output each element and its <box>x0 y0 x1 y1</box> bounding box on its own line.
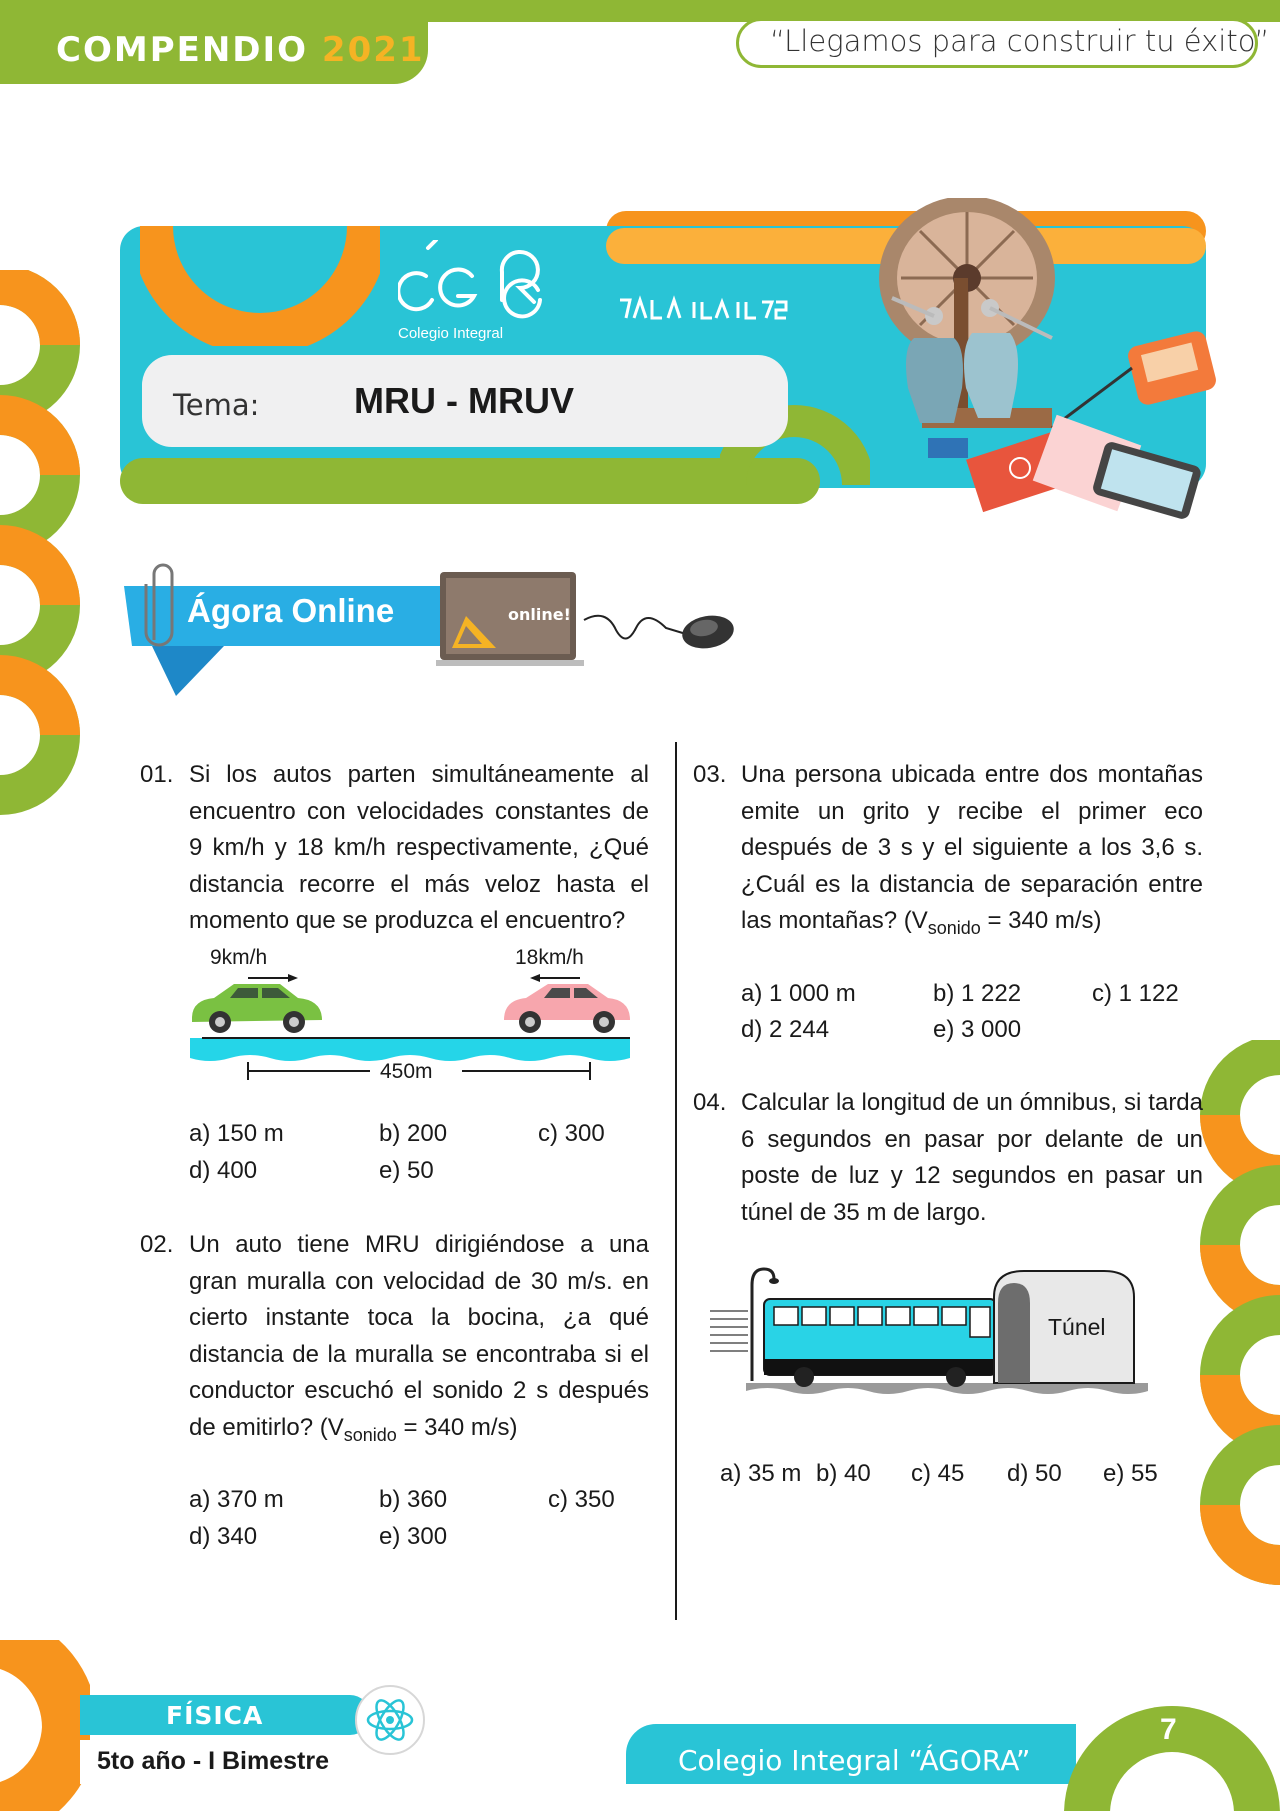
question-4-text: Calcular la longitud de un ómnibus, si tarda 6 segundos en pasar por delante de un poste de luz y 12 segundos en pasar un túnel de 35 m de largo. <box>741 1089 1203 1226</box>
left-decorative-rings <box>0 270 90 840</box>
laptop-screen-text: online! <box>508 605 571 624</box>
question-4-option-e: e) 55 <box>1103 1460 1158 1487</box>
question-1-option-e: e) 50 <box>379 1157 434 1184</box>
speed-2-label: 18km/h <box>515 946 584 969</box>
compendio-label: COMPENDIO <box>56 30 309 70</box>
question-1-option-a: a) 150 m <box>189 1120 284 1147</box>
tema-label: Tema: <box>173 388 260 422</box>
question-4-figure <box>708 1255 1148 1405</box>
electrostatic-machine-illustration <box>862 198 1230 533</box>
banner-orange-ring <box>140 226 380 346</box>
footer-orange-ring <box>0 1640 90 1811</box>
question-3-option-a: a) 1 000 m <box>741 980 856 1007</box>
school-name: Colegio Integral “ÁGORA” <box>678 1744 1031 1777</box>
speed-1-label: 9km/h <box>210 946 268 969</box>
question-4-number: 04. <box>693 1089 727 1116</box>
subject-label: FÍSICA <box>166 1701 264 1730</box>
banner-green-strip <box>120 458 820 504</box>
question-3-option-c: c) 1 122 <box>1092 980 1179 1007</box>
question-3-number: 03. <box>693 761 727 788</box>
question-1-number: 01. <box>140 761 174 788</box>
question-4-option-d: d) 50 <box>1007 1460 1062 1487</box>
compendio-year: 2021 <box>321 30 425 70</box>
distance-label: 450m <box>380 1060 433 1083</box>
question-2-option-c: c) 350 <box>548 1486 615 1513</box>
question-2-option-a: a) 370 m <box>189 1486 284 1513</box>
question-2-option-e: e) 300 <box>379 1523 448 1550</box>
atom-icon <box>352 1682 428 1758</box>
laptop-mouse-illustration <box>436 568 746 668</box>
question-4-option-b: b) 40 <box>816 1460 871 1487</box>
banner-symbols-icon <box>616 294 796 324</box>
question-3-option-d: d) 2 244 <box>741 1016 830 1043</box>
compendio-title <box>56 30 425 70</box>
right-decorative-rings <box>1190 1040 1280 1600</box>
question-1-figure <box>180 940 640 1085</box>
question-3-text-main: Una persona ubicada entre dos montañas emite un grito y recibe el primer eco después de 3 s y el siguiente a los 3,6 s. ¿Cuál es la distancia de separación entre las montañas? (V <box>741 761 1203 934</box>
logo-caption: Colegio Integral <box>398 325 504 342</box>
question-2-option-d: d) 340 <box>189 1523 258 1550</box>
slogan: “Llegamos para construir tu éxito” <box>770 24 1270 58</box>
column-divider <box>675 742 677 1620</box>
tunnel-label: Túnel <box>1048 1314 1106 1340</box>
paperclip-icon <box>140 560 180 650</box>
question-2-number: 02. <box>140 1231 174 1258</box>
question-3-option-b: b) 1 222 <box>933 980 1022 1007</box>
grade-label: 5to año - I Bimestre <box>97 1747 329 1775</box>
question-4-option-c: c) 45 <box>911 1460 965 1487</box>
question-1-text: Si los autos parten simultáneamente al encuentro con velocidades constantes de 9 km/h y 18 km/h respectivamente, ¿Qué distancia recorre el más veloz hasta el momento que se produzca el encuentro? <box>189 761 649 934</box>
question-1-option-c: c) 300 <box>538 1120 605 1147</box>
question-3-option-e: e) 3 000 <box>933 1016 1022 1043</box>
question-1-option-d: d) 400 <box>189 1157 258 1184</box>
question-2-text-main: Un auto tiene MRU dirigiéndose a una gran muralla con velocidad de 30 m/s. en cierto instante toca la bocina, ¿a qué distancia de la muralla se encontraba si el conductor escuchó el sonido 2 s después de emitirlo? (V <box>189 1231 649 1441</box>
question-2-text-end: = 340 m/s) <box>396 1413 518 1441</box>
question-2-text-sub: sonido <box>343 1424 397 1445</box>
question-4-option-a: a) 35 m <box>720 1460 802 1487</box>
page-number: 7 <box>1160 1713 1177 1746</box>
tema-value: MRU - MRUV <box>354 380 574 421</box>
question-1-option-b: b) 200 <box>379 1120 448 1147</box>
question-2-option-b: b) 360 <box>379 1486 448 1513</box>
agora-online-title: Ágora Online <box>187 592 395 629</box>
question-3-text-end: = 340 m/s) <box>980 907 1102 934</box>
question-3-text-sub: sonido <box>927 917 981 938</box>
question-2-text <box>189 1227 649 1453</box>
question-3-text <box>741 757 1203 946</box>
agora-logo <box>398 240 550 324</box>
